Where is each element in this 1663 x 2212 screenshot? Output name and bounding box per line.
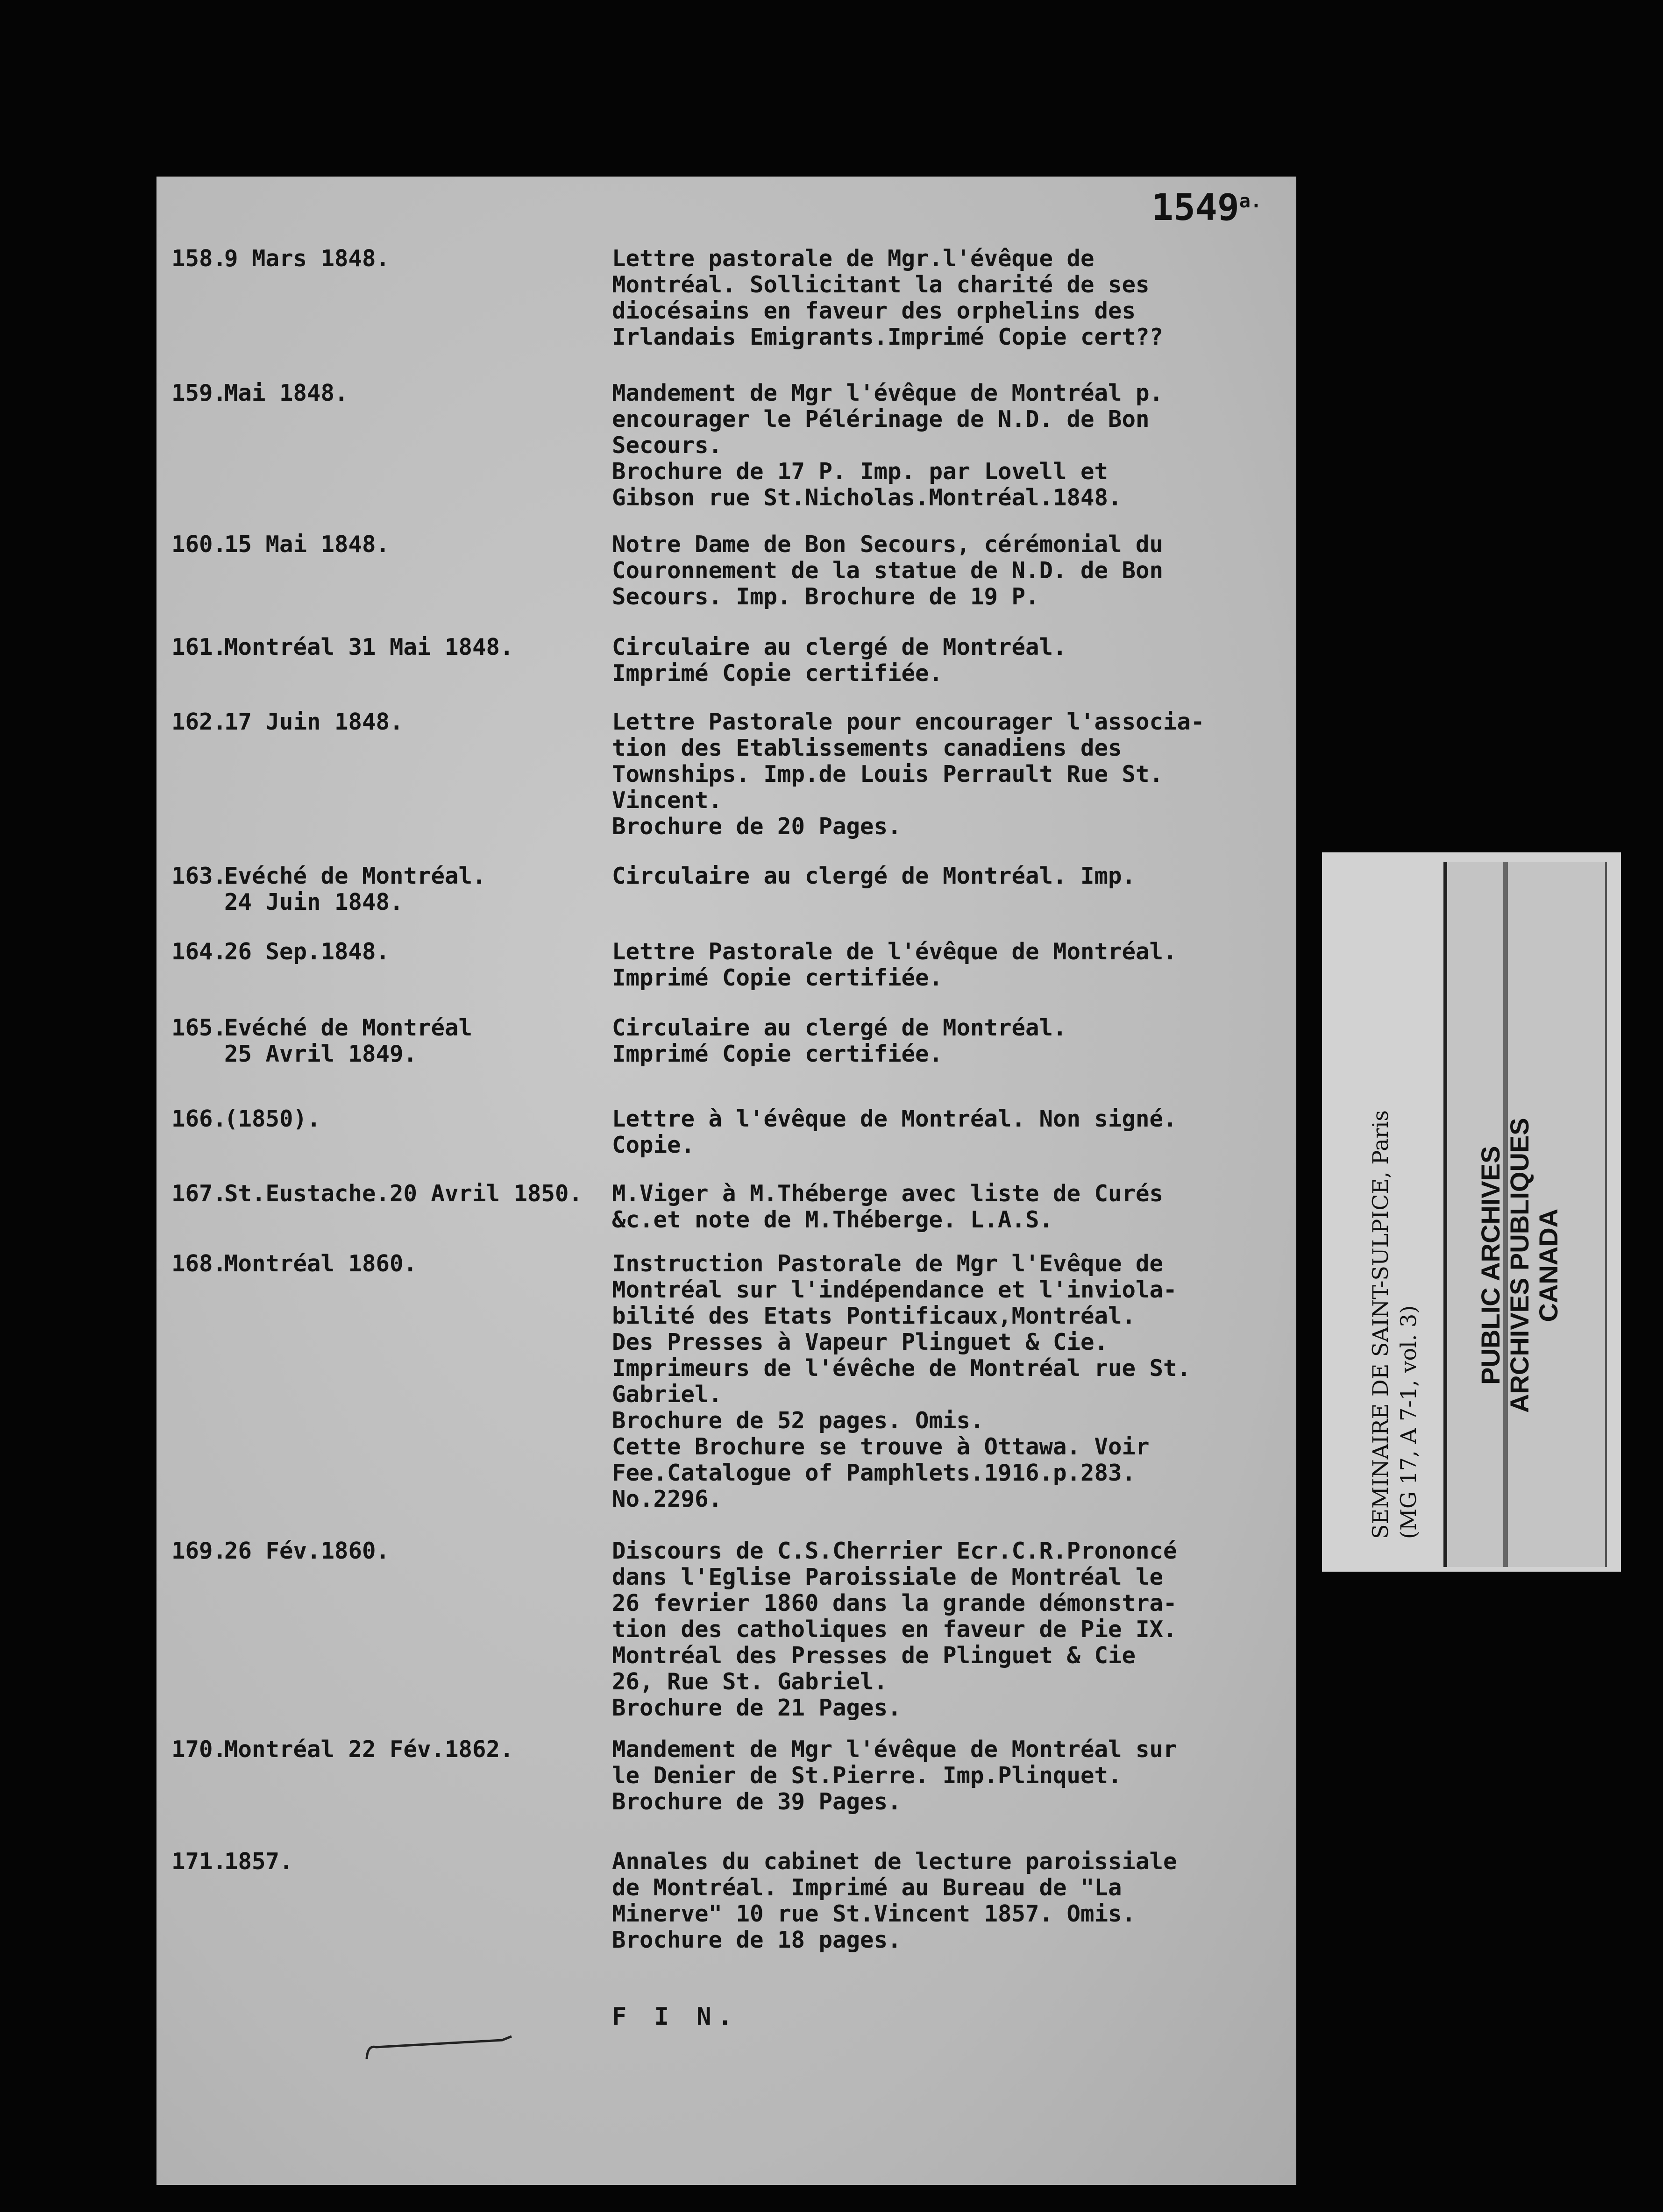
entry-number: 162. [171, 709, 227, 735]
entry-description: Mandement de Mgr l'évêque de Montréal sur le Denier de St.Pierre. Imp.Plinquet. Brochure de 39 Pages. [612, 1736, 1177, 1815]
entry-date: 9 Mars 1848. [224, 245, 390, 272]
entry-date: 17 Juin 1848. [224, 709, 404, 735]
entry-description: Annales du cabinet de lecture paroissiale de Montréal. Imprimé au Bureau de "La Minerve" 10 rue St.Vincent 1857. Omis. Brochure de 18 pages. [612, 1848, 1177, 1953]
entry-number: 165. [171, 1014, 227, 1041]
page-number: $1549^{a.}$ [1151, 187, 1262, 229]
entry-description: Circulaire au clergé de Montréal. Imprimé Copie certifiée. [612, 634, 1067, 687]
entry-date: 1857. [224, 1848, 293, 1875]
entry-number: 166. [171, 1106, 227, 1132]
entry-description: Mandement de Mgr l'évêque de Montréal p. encourager le Pélérinage de N.D. de Bon Secours. Brochure de 17 P. Imp. par Lovell et Gibson rue St.Nicholas.Montréal.1848. [612, 380, 1164, 511]
entry-description: Lettre Pastorale pour encourager l'associa- tion des Etablissements canadiens des Townships. Imp.de Louis Perrault Rue St. Vincent. Brochure de 20 Pages. [612, 709, 1205, 840]
entry-number: 159. [171, 380, 227, 406]
stamp-line-1: PUBLIC ARCHIVES [1476, 1146, 1505, 1385]
entry-number: 170. [171, 1736, 227, 1763]
entry-number: 168. [171, 1250, 227, 1277]
fin-text: F I N. [612, 2003, 739, 2031]
archive-label [1322, 852, 1621, 1572]
entry-number: 158. [171, 245, 227, 272]
entry-description: Circulaire au clergé de Montréal. Imprimé Copie certifiée. [612, 1014, 1067, 1067]
entry-date: 26 Sep.1848. [224, 938, 390, 965]
entry-number: 171. [171, 1848, 227, 1875]
entry-number: 167. [171, 1180, 227, 1207]
entry-description: Lettre pastorale de Mgr.l'évêque de Montréal. Sollicitant la charité de ses diocésains en faveur des orphelins des Irlandais Emigrants.Imprimé Copie cert?? [612, 245, 1164, 350]
entry-description: Circulaire au clergé de Montréal. Imp. [612, 863, 1136, 889]
entry-date: 15 Mai 1848. [224, 531, 390, 558]
entry-description: M.Viger à M.Théberge avec liste de Curés &c.et note de M.Théberge. L.A.S. [612, 1180, 1164, 1233]
stamp-line-2: ARCHIVES PUBLIQUES [1505, 1118, 1534, 1413]
entry-date: Evéché de Montréal 25 Avril 1849. [224, 1014, 473, 1067]
stamp-line-3: CANADA [1534, 1208, 1563, 1322]
entry-description: Instruction Pastorale de Mgr l'Evêque de Montréal sur l'indépendance et l'inviola- bilité des Etats Pontificaux,Montréal. Des Presses à Vapeur Plinguet & Cie. Imprimeurs de l'évêche de Montréal rue St. Gabriel. Brochure de 52 pages. Omis. Cette Brochure se trouve à Ottawa. Voir Fee.Catalogue of Pamphlets.1916.p.283. No.2296. [612, 1250, 1191, 1512]
entry-date: Evéché de Montréal. 24 Juin 1848. [224, 863, 486, 915]
archive-stamp [1476, 1118, 1563, 1413]
entry-date: Mai 1848. [224, 380, 348, 406]
entry-number: 160. [171, 531, 227, 558]
archive-reference-line2: (MG 17, A 7-1, vol. 3) [1396, 1305, 1421, 1539]
entry-number: 163. [171, 863, 227, 889]
entry-date: Montréal 22 Fév.1862. [224, 1736, 514, 1763]
document-page [156, 177, 1296, 2185]
archive-reference [1366, 1110, 1422, 1539]
signature-mark [362, 2026, 530, 2068]
entry-date: Montréal 31 Mai 1848. [224, 634, 514, 660]
entry-date: (1850). [224, 1106, 321, 1132]
entry-date: Montréal 1860. [224, 1250, 418, 1277]
entry-date: St.Eustache.20 Avril 1850. [224, 1180, 583, 1207]
entry-description: Discours de C.S.Cherrier Ecr.C.R.Prononcé dans l'Eglise Paroissiale de Montréal le 26 fevrier 1860 dans la grande démonstra- tion des catholiques en faveur de Pie IX. Montréal des Presses de Plinguet & Cie 26, Rue St. Gabriel. Brochure de 21 Pages. [612, 1538, 1177, 1721]
archive-reference-line1: SEMINAIRE DE SAINT-SULPICE, Paris [1368, 1110, 1393, 1539]
entry-description: Lettre à l'évêque de Montréal. Non signé. Copie. [612, 1106, 1177, 1158]
entry-date: 26 Fév.1860. [224, 1538, 390, 1564]
entry-description: Notre Dame de Bon Secours, cérémonial du Couronnement de la statue de N.D. de Bon Secours. Imp. Brochure de 19 P. [612, 531, 1164, 610]
entry-number: 161. [171, 634, 227, 660]
entry-number: 164. [171, 938, 227, 965]
entry-number: 169. [171, 1538, 227, 1564]
entry-description: Lettre Pastorale de l'évêque de Montréal. Imprimé Copie certifiée. [612, 938, 1177, 991]
